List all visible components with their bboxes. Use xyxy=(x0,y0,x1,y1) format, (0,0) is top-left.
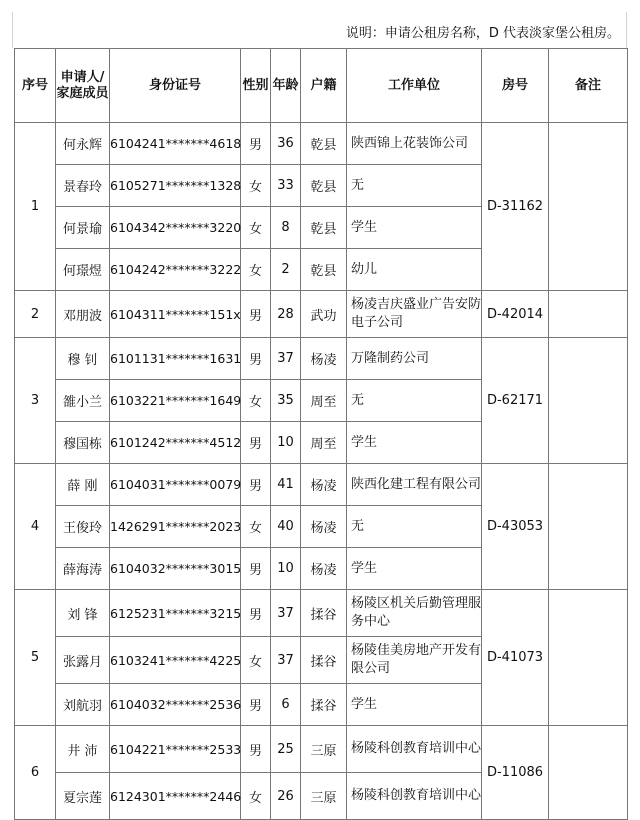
member-sex: 女 xyxy=(241,207,271,249)
header-sex: 性别 xyxy=(241,49,271,123)
member-name: 何景瑜 xyxy=(56,207,110,249)
member-sex: 男 xyxy=(241,123,271,165)
member-work: 学生 xyxy=(347,207,482,249)
table-row xyxy=(15,338,628,380)
member-name: 夏宗莲 xyxy=(56,773,110,820)
member-sex: 男 xyxy=(241,422,271,464)
member-sex: 女 xyxy=(241,380,271,422)
member-age: 40 xyxy=(271,506,301,548)
table-row xyxy=(15,464,628,506)
member-sex: 女 xyxy=(241,773,271,820)
member-work: 陕西化建工程有限公司 xyxy=(347,464,482,506)
room-number: D-41073 xyxy=(482,590,549,726)
remark xyxy=(549,123,628,291)
group-number: 1 xyxy=(15,123,56,291)
member-sex: 男 xyxy=(241,464,271,506)
remark xyxy=(549,726,628,820)
member-age: 2 xyxy=(271,249,301,291)
member-work: 无 xyxy=(347,165,482,207)
note-text: 说明：申请公租房名称，D 代表淡家堡公租房。 xyxy=(12,12,627,48)
member-work: 学生 xyxy=(347,422,482,464)
member-huji: 周至 xyxy=(301,422,347,464)
member-huji: 武功 xyxy=(301,291,347,338)
member-name: 邓朋波 xyxy=(56,291,110,338)
table-row xyxy=(15,726,628,773)
member-age: 33 xyxy=(271,165,301,207)
member-id: 6104032*******3015 xyxy=(110,548,241,590)
member-name: 薛海涛 xyxy=(56,548,110,590)
member-name: 何永辉 xyxy=(56,123,110,165)
table-row xyxy=(15,123,628,165)
remark xyxy=(549,464,628,590)
header-work: 工作单位 xyxy=(347,49,482,123)
member-name: 刘 锋 xyxy=(56,590,110,637)
member-huji: 杨凌 xyxy=(301,548,347,590)
member-huji: 三原 xyxy=(301,773,347,820)
header-room: 房号 xyxy=(482,49,549,123)
member-name: 穆 钊 xyxy=(56,338,110,380)
table-body xyxy=(15,123,628,820)
member-id: 6104241*******4618 xyxy=(110,123,241,165)
remark xyxy=(549,590,628,726)
room-number: D-31162 xyxy=(482,123,549,291)
member-id: 6105271*******1328 xyxy=(110,165,241,207)
member-id: 6104342*******3220 xyxy=(110,207,241,249)
member-age: 37 xyxy=(271,338,301,380)
member-name: 刘航羽 xyxy=(56,684,110,726)
member-age: 35 xyxy=(271,380,301,422)
member-huji: 乾县 xyxy=(301,165,347,207)
room-number: D-11086 xyxy=(482,726,549,820)
room-number: D-43053 xyxy=(482,464,549,590)
member-id: 6104311*******151x xyxy=(110,291,241,338)
member-sex: 女 xyxy=(241,506,271,548)
applicant-table xyxy=(14,48,628,820)
member-sex: 男 xyxy=(241,726,271,773)
member-work: 陕西锦上花装饰公司 xyxy=(347,123,482,165)
member-name: 张露月 xyxy=(56,637,110,684)
room-number: D-42014 xyxy=(482,291,549,338)
member-huji: 三原 xyxy=(301,726,347,773)
group-number: 4 xyxy=(15,464,56,590)
member-work: 学生 xyxy=(347,548,482,590)
header-age: 年龄 xyxy=(271,49,301,123)
member-age: 10 xyxy=(271,422,301,464)
member-sex: 男 xyxy=(241,590,271,637)
group-number: 2 xyxy=(15,291,56,338)
member-age: 8 xyxy=(271,207,301,249)
member-sex: 女 xyxy=(241,165,271,207)
member-huji: 乾县 xyxy=(301,123,347,165)
member-id: 6124301*******2446 xyxy=(110,773,241,820)
member-sex: 男 xyxy=(241,684,271,726)
member-id: 6101131*******1631 xyxy=(110,338,241,380)
member-huji: 乾县 xyxy=(301,249,347,291)
member-huji: 乾县 xyxy=(301,207,347,249)
member-name: 景春玲 xyxy=(56,165,110,207)
member-age: 41 xyxy=(271,464,301,506)
member-age: 25 xyxy=(271,726,301,773)
table-row xyxy=(15,590,628,637)
member-age: 37 xyxy=(271,637,301,684)
member-huji: 揉谷 xyxy=(301,684,347,726)
group-number: 5 xyxy=(15,590,56,726)
remark xyxy=(549,291,628,338)
member-sex: 男 xyxy=(241,291,271,338)
member-work: 杨陵科创教育培训中心 xyxy=(347,726,482,773)
member-id: 6101242*******4512 xyxy=(110,422,241,464)
remark xyxy=(549,338,628,464)
member-id: 1426291*******2023 xyxy=(110,506,241,548)
member-id: 6103241*******4225 xyxy=(110,637,241,684)
member-work: 杨陵区机关后勤管理服务中心 xyxy=(347,590,482,637)
member-huji: 杨凌 xyxy=(301,338,347,380)
member-id: 6104032*******2536 xyxy=(110,684,241,726)
group-number: 3 xyxy=(15,338,56,464)
member-age: 28 xyxy=(271,291,301,338)
member-huji: 揉谷 xyxy=(301,637,347,684)
member-name: 穆国栋 xyxy=(56,422,110,464)
member-id: 6125231*******3215 xyxy=(110,590,241,637)
header-id: 身份证号 xyxy=(110,49,241,123)
member-work: 杨陵科创教育培训中心 xyxy=(347,773,482,820)
header-no: 序号 xyxy=(15,49,56,123)
header-remark: 备注 xyxy=(549,49,628,123)
member-id: 6103221*******1649 xyxy=(110,380,241,422)
member-sex: 女 xyxy=(241,637,271,684)
header-applicant: 申请人/家庭成员 xyxy=(56,49,110,123)
member-age: 10 xyxy=(271,548,301,590)
member-work: 杨陵佳美房地产开发有限公司 xyxy=(347,637,482,684)
header-row xyxy=(15,49,628,123)
member-sex: 女 xyxy=(241,249,271,291)
member-work: 无 xyxy=(347,506,482,548)
member-huji: 揉谷 xyxy=(301,590,347,637)
member-age: 36 xyxy=(271,123,301,165)
member-name: 何璟煜 xyxy=(56,249,110,291)
member-work: 无 xyxy=(347,380,482,422)
member-work: 幼儿 xyxy=(347,249,482,291)
table-row xyxy=(15,291,628,338)
member-age: 26 xyxy=(271,773,301,820)
member-huji: 周至 xyxy=(301,380,347,422)
header-huji: 户籍 xyxy=(301,49,347,123)
member-work: 万隆制药公司 xyxy=(347,338,482,380)
member-id: 6104221*******2533 xyxy=(110,726,241,773)
member-age: 37 xyxy=(271,590,301,637)
member-work: 杨凌吉庆盛业广告安防电子公司 xyxy=(347,291,482,338)
member-name: 井 沛 xyxy=(56,726,110,773)
member-name: 雒小兰 xyxy=(56,380,110,422)
member-id: 6104031*******0079 xyxy=(110,464,241,506)
member-huji: 杨凌 xyxy=(301,464,347,506)
member-sex: 男 xyxy=(241,548,271,590)
member-id: 6104242*******3222 xyxy=(110,249,241,291)
member-sex: 男 xyxy=(241,338,271,380)
member-name: 王俊玲 xyxy=(56,506,110,548)
member-age: 6 xyxy=(271,684,301,726)
room-number: D-62171 xyxy=(482,338,549,464)
member-name: 薛 刚 xyxy=(56,464,110,506)
group-number: 6 xyxy=(15,726,56,820)
member-work: 学生 xyxy=(347,684,482,726)
member-huji: 杨凌 xyxy=(301,506,347,548)
